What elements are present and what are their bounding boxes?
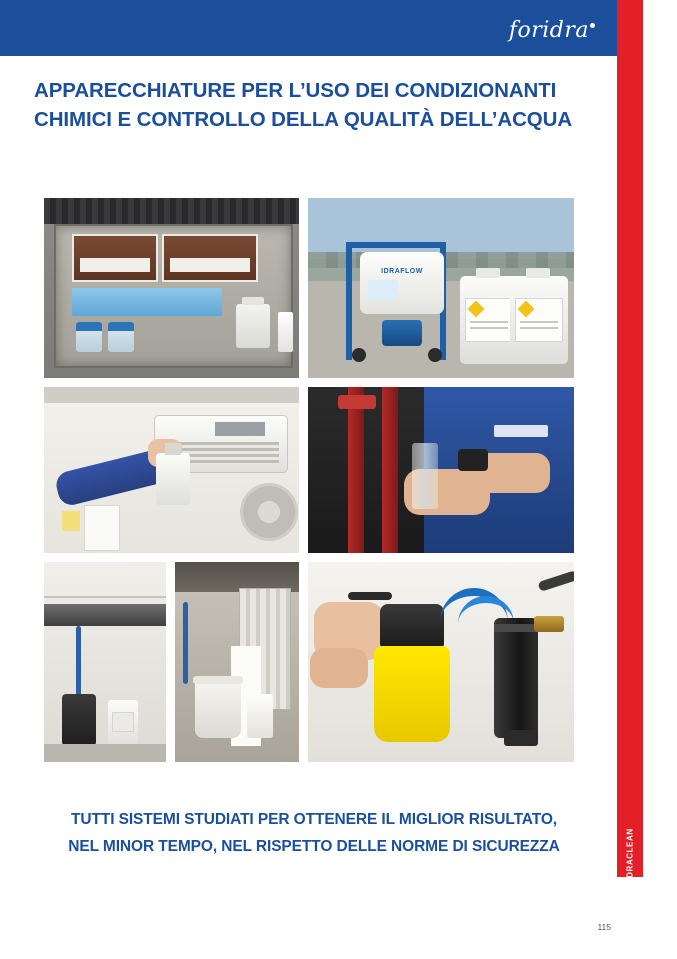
brand-logo [509, 18, 617, 43]
chemical-jug-1-cap [476, 268, 500, 278]
vial-cap-2 [108, 322, 134, 331]
room-ceiling [44, 387, 299, 403]
section-tab-label: IDRACLEAN [625, 828, 635, 881]
trolley-frame-left [346, 242, 352, 360]
inline-filter [494, 618, 538, 738]
page-header-band [0, 0, 617, 56]
brand-logo-dot [590, 23, 595, 28]
reagent-box-right-label [170, 258, 250, 272]
filter-band [494, 624, 538, 632]
photo-gallery [44, 198, 574, 771]
chemical-jug-1-label [465, 298, 513, 342]
trolley-pump [382, 320, 422, 346]
sprayer-head [380, 604, 444, 648]
chemical-jug-2 [510, 276, 568, 364]
reagent-box-right [162, 234, 258, 282]
product-jug [247, 694, 273, 738]
photo-bucket-radiator [175, 562, 299, 762]
blue-tray [72, 288, 222, 316]
red-pipe-left [348, 387, 364, 553]
footer-caption-line-1: TUTTI SISTEMI STUDIATI PER OTTENERE IL MIGLIOR RISULTATO, [71, 811, 557, 828]
photo-pump-room [44, 562, 166, 762]
uniform-logo [494, 425, 548, 437]
footer-caption [34, 806, 594, 860]
photo-water-sampling [308, 387, 574, 553]
sprayer-bottle-yellow [374, 646, 450, 742]
blue-hose [183, 602, 188, 684]
red-pipe-right [382, 387, 398, 553]
photo-idraflow-trolley [308, 198, 574, 378]
hazard-icon [468, 301, 485, 318]
ceiling-duct [44, 604, 166, 626]
page-title-line-1: APPARECCHIATURE PER L’USO DEI CONDIZIONANTI [34, 78, 557, 102]
blue-hose [76, 626, 81, 698]
trolley-frame-top [346, 242, 446, 248]
room-floor [44, 744, 166, 762]
spray-bottle [156, 453, 190, 505]
label-line-2 [520, 327, 558, 329]
reagent-box-left-label [80, 258, 150, 272]
wall-molding [44, 596, 166, 598]
chemical-jug-2-cap [526, 268, 550, 278]
page-number: 115 [597, 922, 611, 932]
trolley-wheel-left [352, 348, 366, 362]
test-tube [278, 312, 293, 352]
reagent-bottle [236, 304, 270, 348]
gallery-row-1 [44, 198, 574, 378]
brand-logo-text: foridra [508, 17, 589, 43]
hazard-icon [518, 301, 535, 318]
ac-display-panel [215, 422, 265, 436]
idraflow-tank-sticker [368, 280, 398, 300]
label-line-1 [520, 321, 558, 323]
idraflow-tank-brand: IDRAFLOW [381, 268, 423, 275]
photo-yellow-sprayer-filter [308, 562, 574, 762]
sample-vial-2 [108, 322, 134, 352]
operator-hand-lower [310, 648, 368, 688]
sample-vial-1 [76, 322, 102, 352]
bucket [195, 680, 241, 738]
idraflow-tank [360, 252, 444, 314]
footer-caption-line-2: NEL MINOR TEMPO, NEL RISPETTO DELLE NORME DI SICUREZZA [68, 838, 560, 856]
sample-cylinder [412, 443, 438, 509]
section-tab [617, 0, 643, 881]
wall-grate [240, 483, 298, 541]
gallery-row-2 [44, 387, 574, 553]
photo-split-cleaning [44, 387, 299, 553]
trolley-wheel-right [428, 348, 442, 362]
reagent-bottle-cap [242, 297, 264, 305]
label-line-2 [470, 327, 508, 329]
case-body [54, 224, 293, 368]
wall-paper-sheet [84, 505, 120, 551]
sprayer-nozzle [348, 592, 392, 600]
label-line-1 [470, 321, 508, 323]
black-hose [537, 570, 574, 592]
photo-test-kit-case [44, 198, 299, 378]
spray-bottle-neck [165, 443, 181, 455]
chemical-jug-2-label [515, 298, 563, 342]
wall-sticky-note [62, 511, 80, 531]
gallery-row-3 [44, 562, 574, 762]
vial-cap-1 [76, 322, 102, 331]
product-jug-label [112, 712, 134, 732]
page-title [34, 76, 594, 134]
bucket-rim [193, 676, 243, 684]
case-foam-lid [44, 198, 299, 224]
filter-drain-valve [504, 730, 538, 746]
brass-fitting [534, 616, 564, 632]
sample-cap [458, 449, 488, 471]
product-jug [108, 700, 138, 746]
pipe-valve [338, 395, 376, 409]
washing-pump [62, 694, 96, 746]
reagent-box-left [72, 234, 158, 282]
page-title-line-2: CHIMICI E CONTROLLO DELLA QUALITÀ DELL’ACQUA [34, 107, 573, 131]
